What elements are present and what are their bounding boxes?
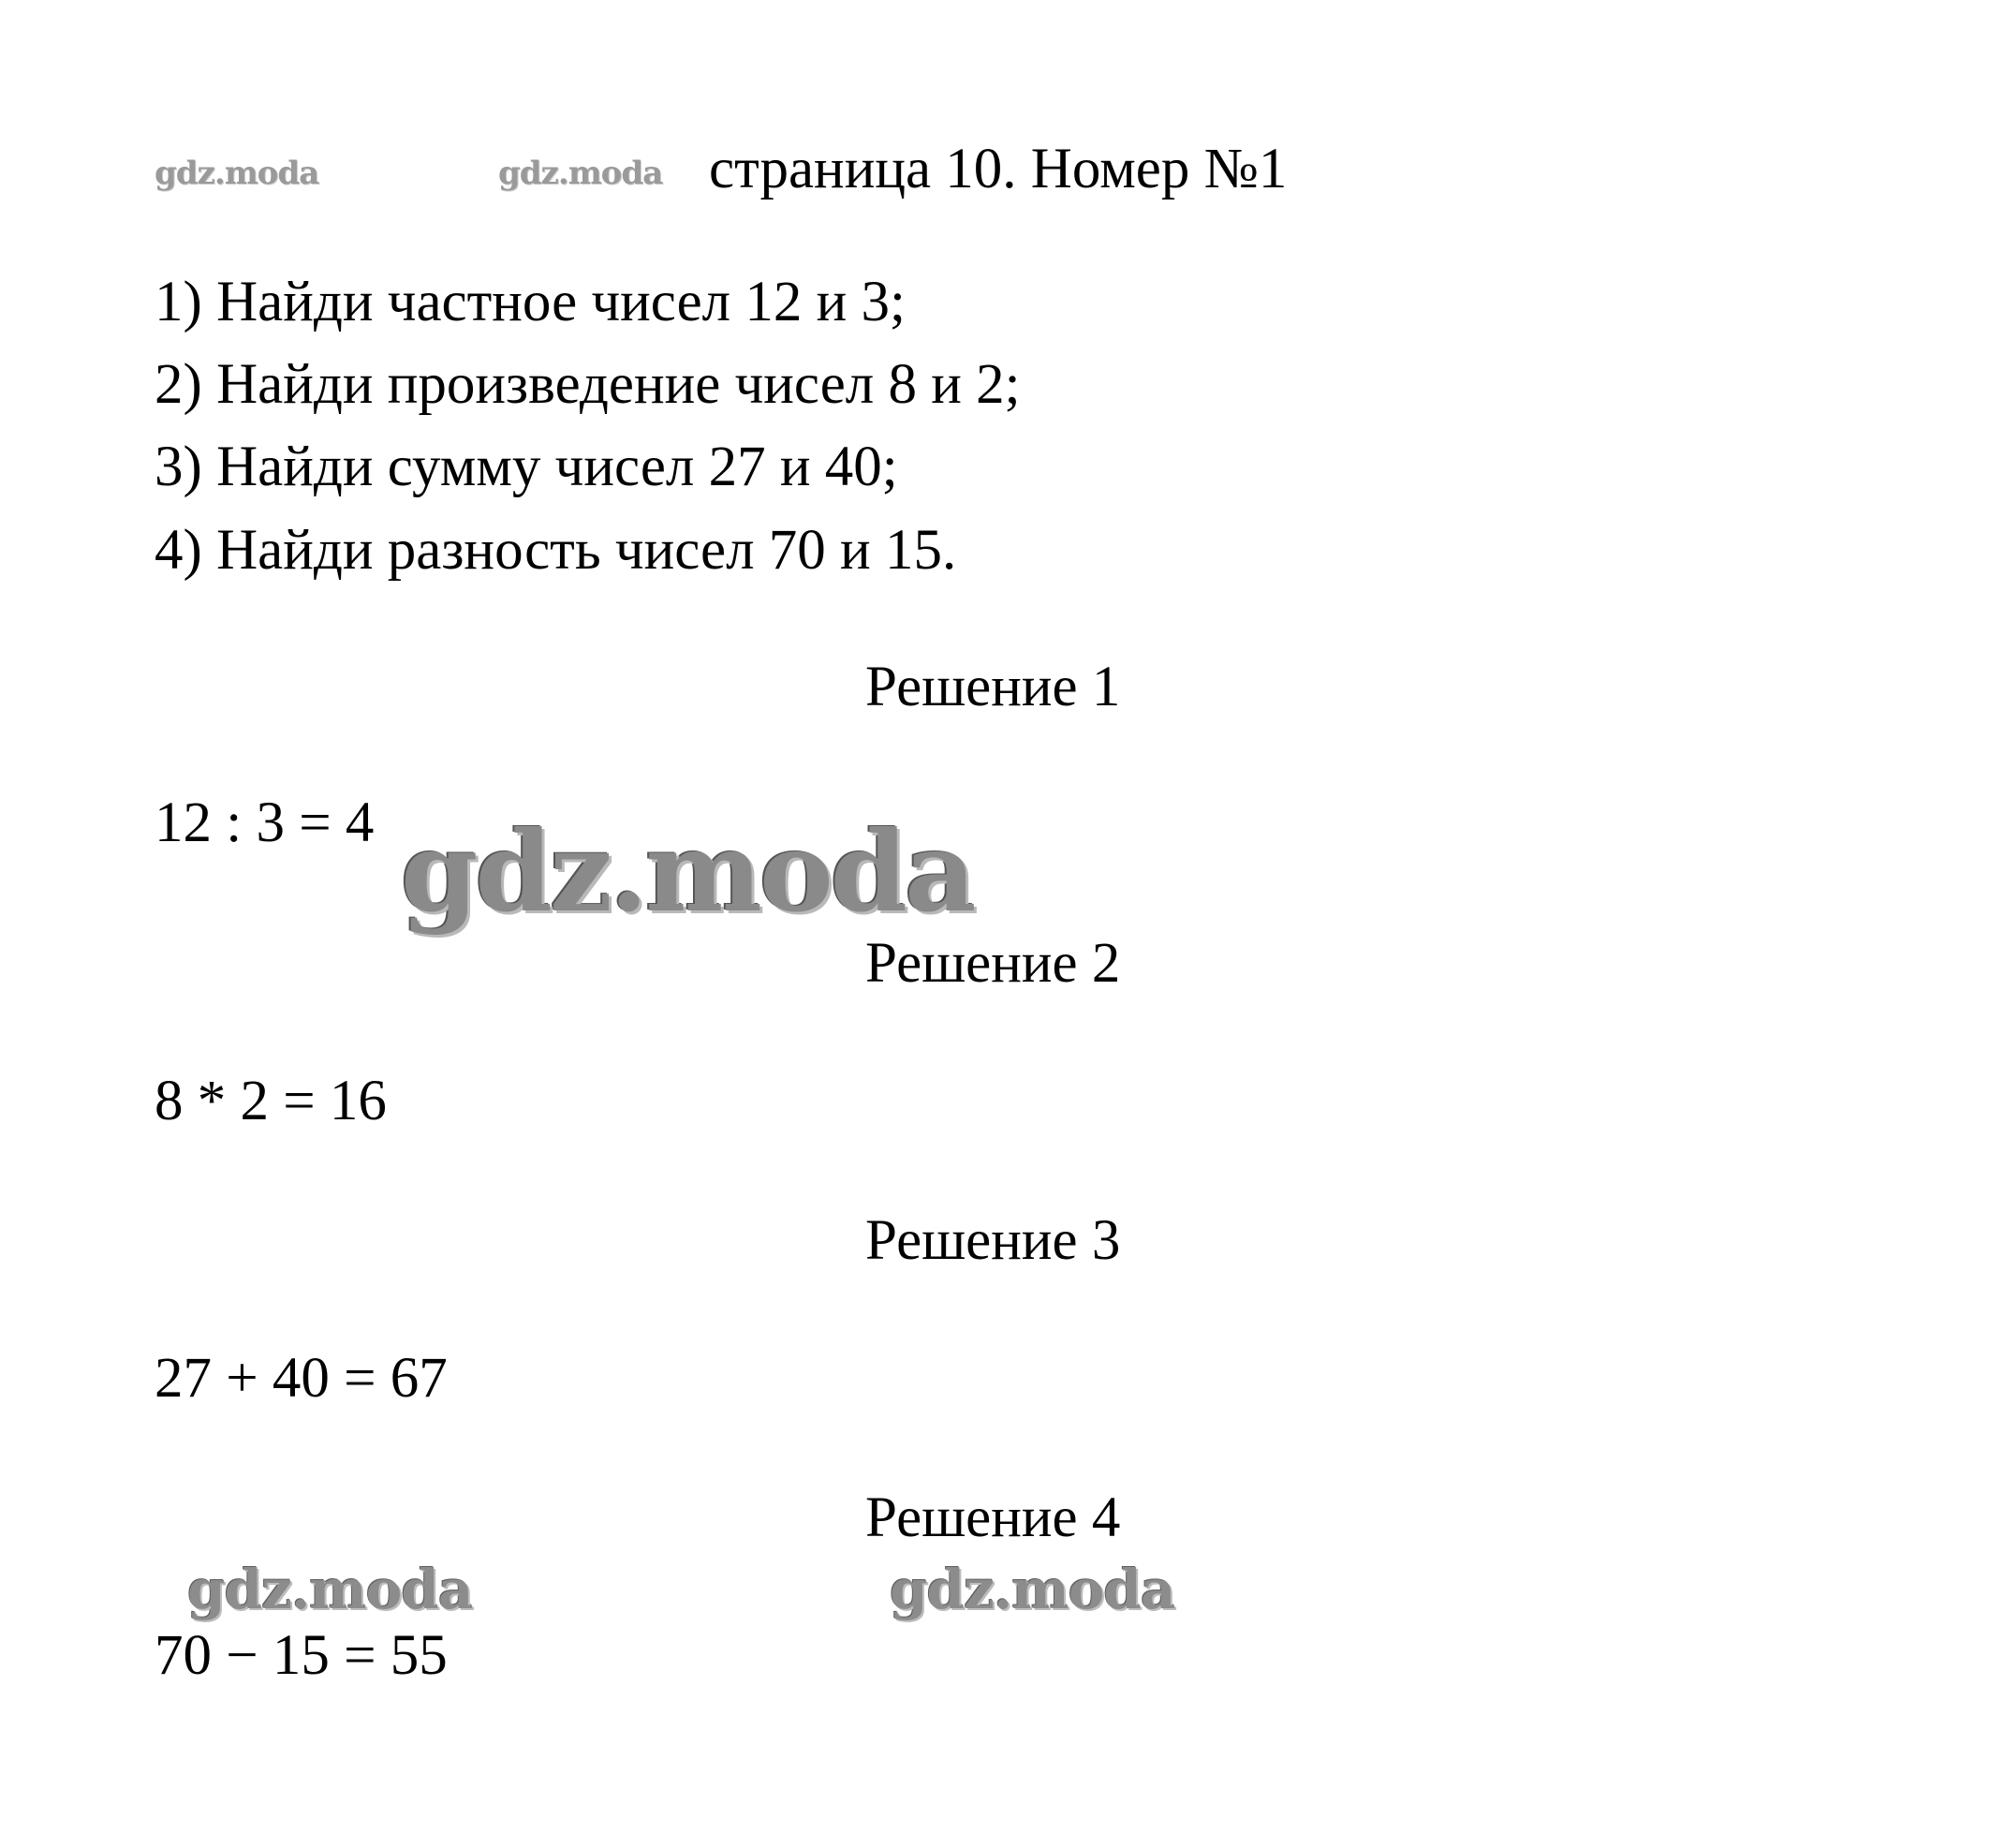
task-item-4: 4) Найди разность чисел 70 и 15.: [155, 519, 957, 582]
solution-answer-3: 27 + 40 = 67: [155, 1347, 448, 1410]
task-item-2: 2) Найди произведение чисел 8 и 2;: [155, 353, 1021, 416]
watermark-logo: gdz.moda: [155, 155, 319, 192]
solution-heading-4: Решение 4: [865, 1486, 1121, 1549]
solution-heading-1: Решение 1: [865, 656, 1121, 718]
watermark-logo: gdz.moda: [187, 1558, 473, 1621]
solution-heading-3: Решение 3: [865, 1209, 1121, 1272]
watermark-logo: gdz.moda: [890, 1558, 1175, 1621]
solution-answer-4: 70 − 15 = 55: [155, 1624, 448, 1687]
watermark-logo: gdz.moda: [498, 155, 663, 192]
task-item-1: 1) Найди частное чисел 12 и 3;: [155, 271, 906, 333]
solution-heading-2: Решение 2: [865, 932, 1121, 995]
task-item-3: 3) Найди сумму чисел 27 и 40;: [155, 436, 898, 498]
page-title: страница 10. Номер №1: [709, 138, 1288, 200]
solution-answer-2: 8 * 2 = 16: [155, 1070, 387, 1132]
solution-answer-1: 12 : 3 = 4: [155, 791, 375, 854]
watermark-logo: gdz.moda: [401, 806, 974, 937]
